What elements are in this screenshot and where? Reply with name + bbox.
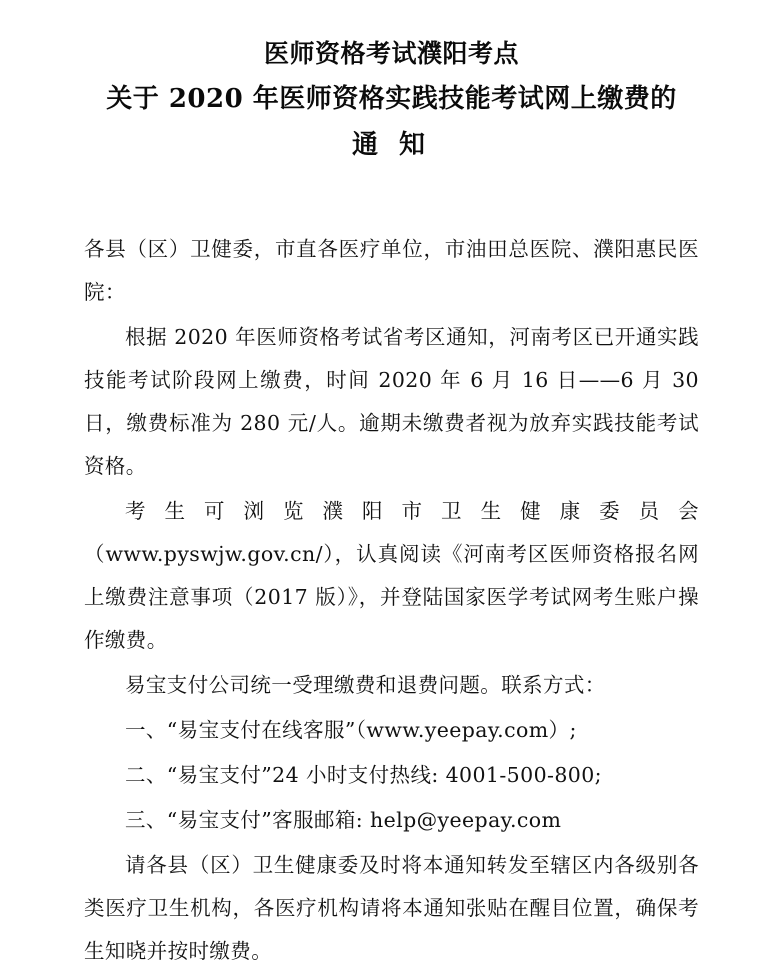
paragraph-notice-body-3: 易宝支付公司统一受理缴费和退费问题。联系方式： [125,673,606,697]
paragraph-contact-1: 一、“易宝支付在线客服”（www.yeepay.com）; [125,718,577,742]
title-line-3: 通 知 [351,130,432,160]
paragraph-notice-body-1: 根据 2020 年医师资格考试省考区通知，河南考区已开通实践技能考试阶段网上缴费，时间 2020 年 6 月 16 日——6 月 30 日，缴费标准为 280 元/人。逾期未缴费者视为放弃实践技能考试资格。 [84,325,699,478]
document-title-block [84,32,699,168]
title-body-spacer [84,168,699,212]
paragraph-notice-body-4: 请各县（区）卫生健康委及时将本通知转发至辖区内各级别各类医疗卫生机构，各医疗机构请将本通知张贴在醒目位置，确保考生知晓并按时缴费。 [84,853,699,963]
title-line-1: 医师资格考试濮阳考点 [263,39,519,68]
paragraph-salutation: 各县（区）卫健委，市直各医疗单位，市油田总医院、濮阳惠民医院： [84,237,699,304]
paragraph-notice-body-2: 考生可浏览濮阳市卫生健康委员会（www.pyswjw.gov.cn/），认真阅读《河南考区医师资格报名网上缴费注意事项（2017 版）》，并登陆国家医学考试网考生账户操作缴费。 [84,499,699,652]
paragraph-contact-2: 二、“易宝支付”24 小时支付热线: 4001-500-800; [125,763,602,787]
title-line-2: 关于 2020 年医师资格实践技能考试网上缴费的 [106,84,677,114]
document-body [84,228,699,973]
paragraph-contact-3: 三、“易宝支付”客服邮箱: help@yeepay.com [125,808,562,832]
